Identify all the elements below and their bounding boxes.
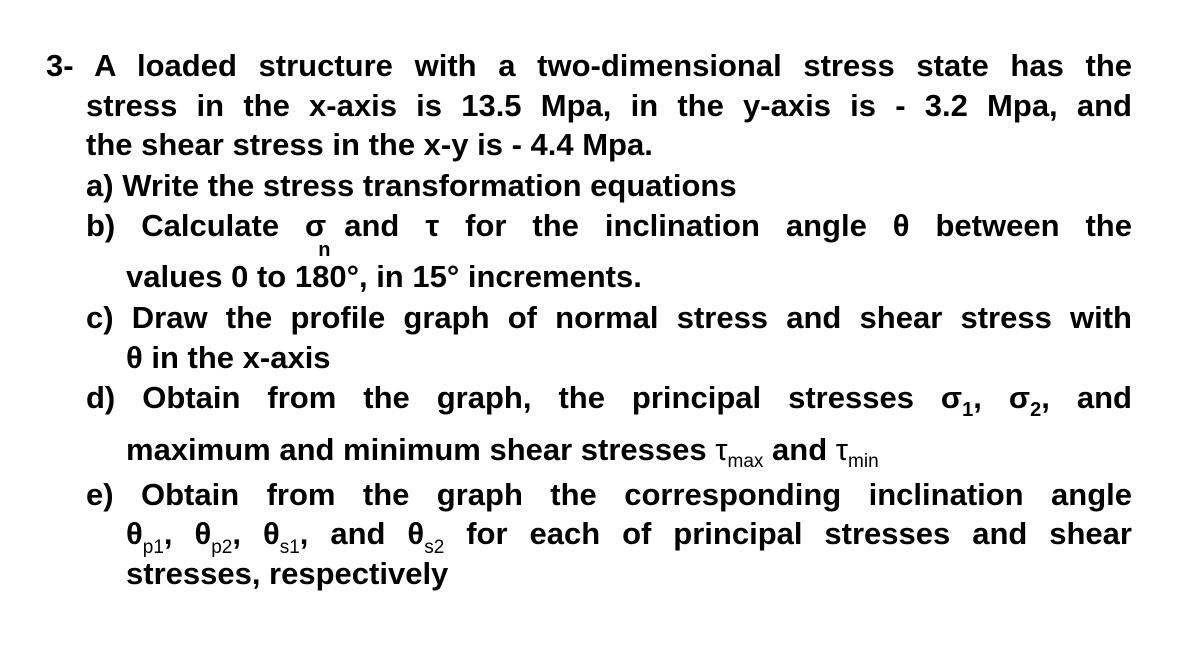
sigma-1-2-symbols: $\sigma_1$, $\sigma_2$, bbox=[940, 380, 1050, 421]
part-d-marker: d) bbox=[86, 380, 116, 415]
part-d-line-2-text: maximum and minimum shear stresses bbox=[126, 432, 707, 467]
problem-statement-line-3: the shear stress in the x-y is - 4.4 Mpa. bbox=[86, 127, 653, 162]
sigma-n-symbol: σn bbox=[305, 208, 331, 261]
part-d-and: and bbox=[1076, 380, 1132, 415]
tau-max-symbol: $\tau_{max}$ bbox=[715, 432, 764, 472]
part-d-text: Obtain from the graph, the principal stresses bbox=[142, 380, 914, 415]
problem-statement-line-1 bbox=[46, 46, 1132, 86]
tau-symbol: τ bbox=[425, 208, 440, 243]
part-d-line-1 bbox=[86, 378, 1132, 430]
part-e-line-3: stresses, respectively bbox=[126, 556, 449, 591]
sigma-1-subscript: 1 bbox=[962, 399, 974, 421]
part-c-marker: c) bbox=[86, 300, 114, 335]
sigma-2-subscript: 2 bbox=[1030, 399, 1042, 421]
part-c-line-1 bbox=[86, 298, 1132, 338]
part-e-and: and bbox=[330, 516, 386, 551]
part-b-line-1 bbox=[86, 206, 1132, 261]
part-b-and: and bbox=[344, 208, 400, 243]
part-e-marker: e) bbox=[86, 477, 114, 512]
problem-statement-line-2: stress in the x-axis is 13.5 Mpa, in the y-axis is - 3.2 Mpa, and bbox=[86, 88, 1132, 123]
part-b-rest: for the inclination angle θ between the bbox=[465, 208, 1132, 243]
theta-symbols: $\theta_{p1}$, $\theta_{p2}$, $\theta_{s1}$, bbox=[126, 516, 331, 558]
part-e-text: Obtain from the graph the corresponding inclination angle bbox=[141, 477, 1132, 512]
part-b-line-2: values 0 to 180°, in 15° increments. bbox=[126, 259, 642, 294]
part-b-marker: b) bbox=[86, 208, 116, 243]
part-d-and-2: and bbox=[772, 432, 828, 467]
part-b-calc: Calculate bbox=[141, 208, 280, 243]
part-a-marker: a) bbox=[86, 168, 114, 203]
part-c-line-2: θ in the x-axis bbox=[126, 340, 331, 375]
problem-number: 3- bbox=[46, 48, 74, 83]
statement-text-1: A loaded structure with a two-dimensional stress state has the bbox=[94, 48, 1132, 83]
part-a bbox=[86, 166, 737, 206]
part-e-line-2-text: for each of principal stresses and shear bbox=[466, 516, 1132, 551]
theta-s2-symbol: $\theta_{s2}$ bbox=[407, 516, 445, 558]
part-e-line-1 bbox=[86, 475, 1132, 515]
part-a-text: Write the stress transformation equations bbox=[122, 168, 737, 203]
tau-min-symbol: $\tau_{min}$ bbox=[835, 432, 879, 472]
part-c-text: Draw the profile graph of normal stress and shear stress with bbox=[131, 300, 1132, 335]
